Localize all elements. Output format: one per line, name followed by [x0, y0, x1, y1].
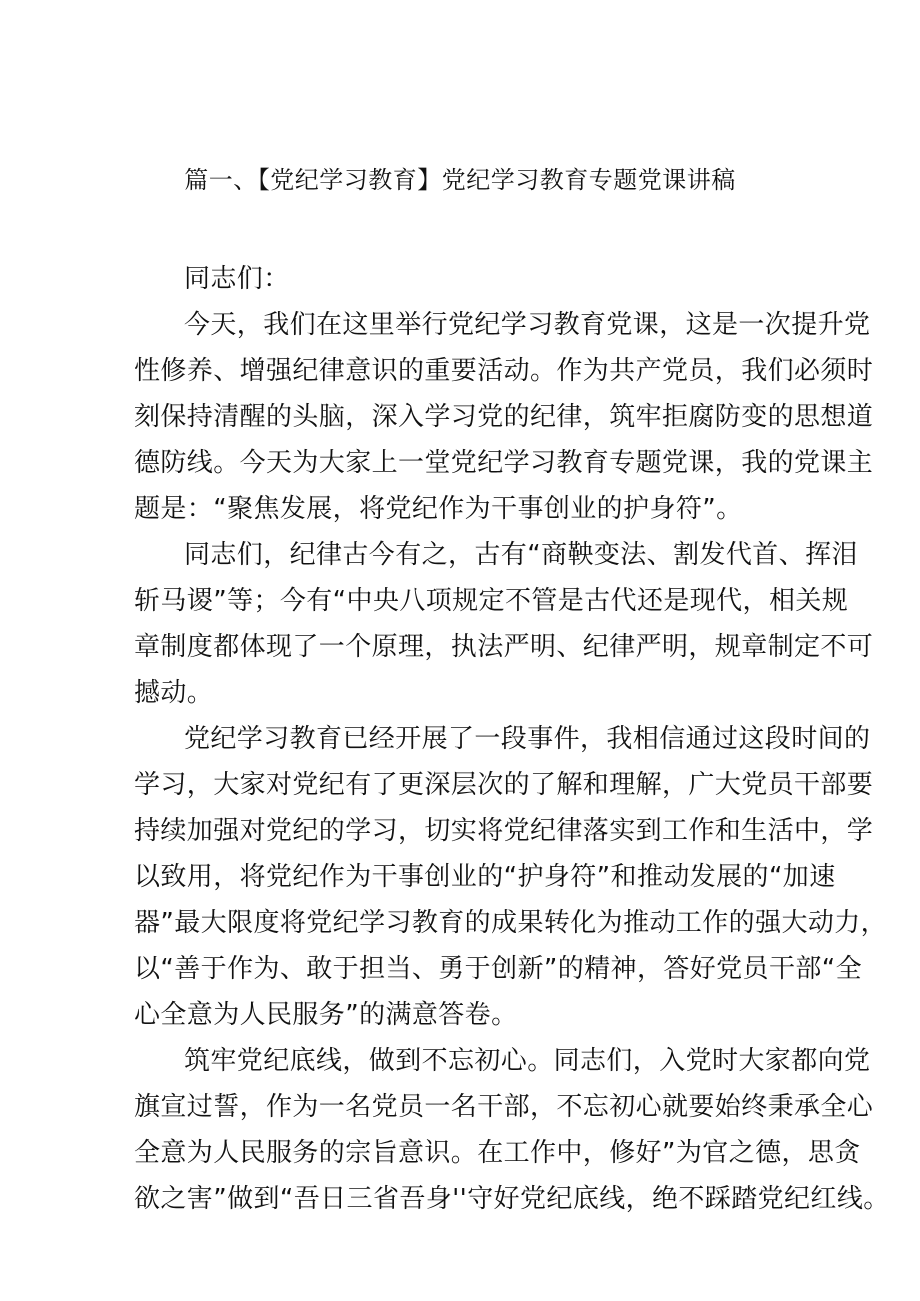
paragraph-3-line-6: 以“善于作为、敢于担当、勇于创新”的精神，答好党员干部“全	[134, 954, 863, 984]
document-body	[134, 256, 890, 1222]
paragraph-4-line-2: 旗宣过誓，作为一名党员一名干部，不忘初心就要始终秉承全心	[134, 1092, 874, 1122]
paragraph-3-line-7: 心全意为人民服务”的满意答卷。	[134, 1000, 518, 1030]
paragraph-2-line-2: 斩马谡”等；今有“中央八项规定不管是古代还是现代，相关规	[134, 586, 849, 616]
paragraph-3-line-4: 以致用，将党纪作为干事创业的“护身符”和推动发展的“加速	[134, 862, 836, 892]
paragraph-3-line-2: 学习，大家对党纪有了更深层次的了解和理解，广大党员干部要	[134, 770, 874, 800]
document-title: 篇一、【党纪学习教育】党纪学习教育专题党课讲稿	[184, 166, 736, 194]
paragraph-1-line-2: 性修养、增强纪律意识的重要活动。作为共产党员，我们必须时	[134, 356, 874, 386]
paragraph-3-line-5: 器”最大限度将党纪学习教育的成果转化为推动工作的强大动力，	[134, 908, 888, 938]
paragraph-1-line-5: 题是：“聚焦发展，将党纪作为干事创业的护身符”。	[134, 494, 743, 524]
paragraph-1-line-4: 德防线。今天为大家上一堂党纪学习教育专题党课，我的党课主	[134, 448, 874, 478]
paragraph-3-line-1: 党纪学习教育已经开展了一段事件，我相信通过这段时间的	[184, 724, 871, 754]
paragraph-2-line-4: 撼动。	[134, 678, 214, 708]
greeting-line: 同志们：	[184, 264, 290, 294]
paragraph-3-line-3: 持续加强对党纪的学习，切实将党纪律落实到工作和生活中，学	[134, 816, 874, 846]
paragraph-4-line-4: 欲之害”做到“吾日三省吾身''守好党纪底线，绝不踩踏党纪红线。	[134, 1184, 890, 1214]
paragraph-2-line-1: 同志们，纪律古今有之，古有“商鞅变法、割发代首、挥泪	[184, 540, 858, 570]
paragraph-4-line-3: 全意为人民服务的宗旨意识。在工作中，修好”为官之德，思贪	[134, 1138, 861, 1168]
paragraph-4-line-1: 筑牢党纪底线，做到不忘初心。同志们，入党时大家都向党	[184, 1046, 871, 1076]
paragraph-1-line-1: 今天，我们在这里举行党纪学习教育党课，这是一次提升党	[184, 310, 871, 340]
paragraph-2-line-3: 章制度都体现了一个原理，执法严明、纪律严明，规章制定不可	[134, 632, 874, 662]
paragraph-1-line-3: 刻保持清醒的头脑，深入学习党的纪律，筑牢拒腐防变的思想道	[134, 402, 874, 432]
